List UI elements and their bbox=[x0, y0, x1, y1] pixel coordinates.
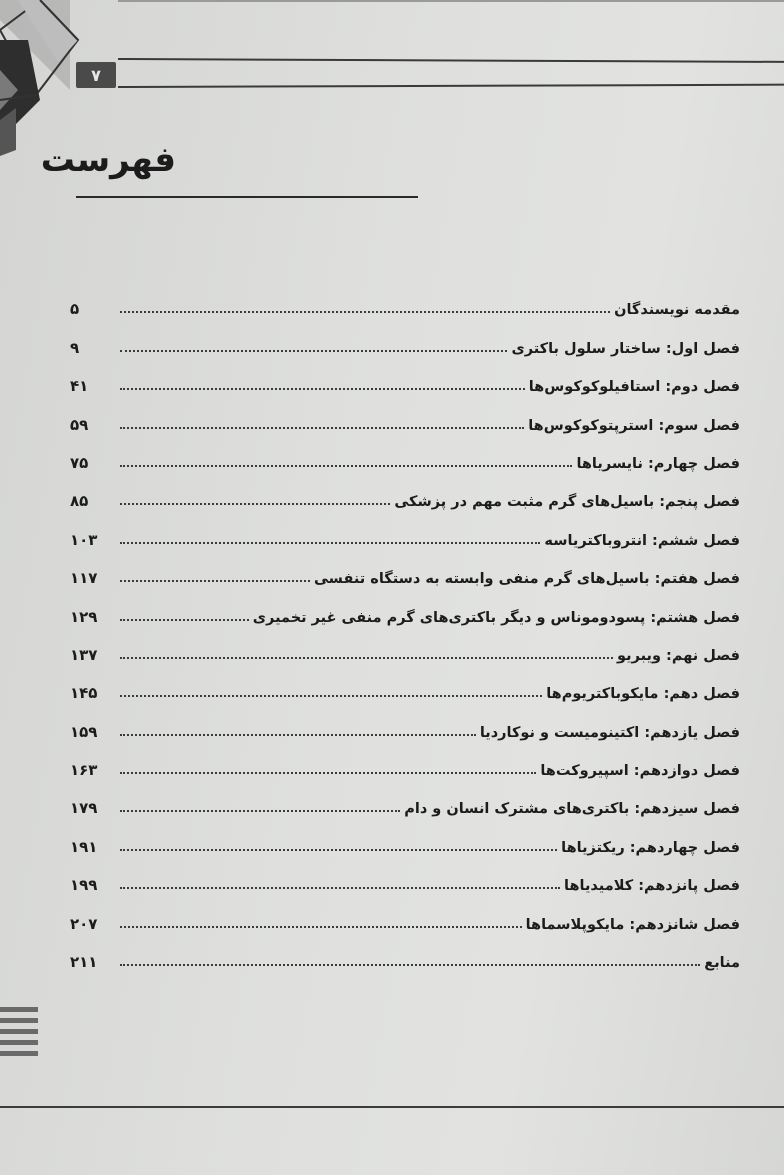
dot-leader bbox=[120, 579, 310, 582]
toc-entry-label: فصل پانزدهم: کلامیدیاها bbox=[564, 878, 740, 895]
toc-entry-page: ۵ bbox=[70, 300, 80, 319]
toc-entry-page: ۱۵۹ bbox=[70, 722, 98, 741]
toc-entry-page: ۲۱۱ bbox=[70, 953, 98, 972]
side-stripe-decoration bbox=[0, 1007, 38, 1062]
toc-entry[interactable] bbox=[70, 357, 740, 395]
dot-leader bbox=[120, 618, 249, 621]
toc-entry[interactable] bbox=[70, 817, 740, 855]
toc-entry-label: فصل دهم: مایکوباکتریوم‌ها bbox=[546, 686, 740, 703]
title-underline bbox=[76, 196, 418, 198]
toc-entry[interactable] bbox=[70, 626, 740, 664]
header-rule-lower bbox=[118, 84, 784, 88]
header-rule-upper bbox=[118, 58, 784, 63]
toc-entry[interactable] bbox=[70, 664, 740, 702]
dot-leader bbox=[120, 310, 610, 313]
toc-entry[interactable] bbox=[70, 779, 740, 817]
dot-leader bbox=[120, 426, 524, 429]
page-title: فهرست bbox=[40, 140, 176, 180]
toc-entry[interactable] bbox=[70, 587, 740, 625]
toc-entry-label: فصل یازدهم: اکتینومیست و نوکاردیا bbox=[479, 724, 740, 741]
toc-entry[interactable] bbox=[70, 894, 740, 932]
toc-entry-label: فصل شانزدهم: مایکوپلاسماها bbox=[525, 916, 740, 933]
toc-entry-page: ۱۱۷ bbox=[70, 569, 98, 588]
page-number: ۷ bbox=[91, 65, 101, 85]
toc-entry[interactable] bbox=[70, 856, 740, 894]
dot-leader bbox=[120, 387, 525, 390]
toc-entry-label: فصل چهاردهم: ریکتزیاها bbox=[561, 839, 740, 856]
toc-entry-page: ۱۶۳ bbox=[70, 761, 98, 780]
dot-leader bbox=[120, 809, 400, 812]
toc-entry-page: ۱۲۹ bbox=[70, 607, 98, 626]
page-number-badge bbox=[76, 62, 116, 88]
dot-leader bbox=[120, 963, 700, 966]
toc-entry-label: فصل پنجم: باسیل‌های گرم مثبت مهم در پزشکی bbox=[394, 494, 740, 511]
toc-entry-label: فصل چهارم: نایسریاها bbox=[576, 455, 740, 472]
toc-entry-label: مقدمه نویسندگان bbox=[614, 302, 740, 319]
dot-leader bbox=[120, 694, 542, 697]
dot-leader bbox=[120, 464, 572, 467]
toc-entry[interactable] bbox=[70, 702, 740, 740]
toc-entry-label: فصل سوم: استرپتوکوکوس‌ها bbox=[528, 417, 740, 434]
toc-entry[interactable] bbox=[70, 510, 740, 548]
dot-leader bbox=[120, 925, 522, 928]
toc-entry-page: ۹ bbox=[70, 338, 80, 357]
toc-entry-label: فصل هشتم: پسودوموناس و دیگر باکتری‌های گرم منفی غیر تخمیری bbox=[252, 609, 740, 626]
header-top-rule bbox=[118, 0, 784, 2]
toc-entry-page: ۱۹۱ bbox=[70, 837, 98, 856]
dot-leader bbox=[120, 848, 557, 851]
toc-entry-page: ۱۳۷ bbox=[70, 645, 98, 664]
dot-leader bbox=[120, 502, 390, 505]
toc-entry[interactable] bbox=[70, 395, 740, 433]
toc-entry[interactable] bbox=[70, 472, 740, 510]
toc-entry[interactable] bbox=[70, 933, 740, 971]
toc-entry-label: فصل اول: ساختار سلول باکتری bbox=[511, 340, 740, 357]
toc-entry-label: فصل نهم: ویبریو bbox=[617, 647, 740, 664]
toc-entry[interactable] bbox=[70, 318, 740, 356]
toc-entry-label: فصل دوازدهم: اسپیروکت‌ها bbox=[540, 763, 740, 780]
toc-entry-label: فصل سیزدهم: باکتری‌های مشترک انسان و دام bbox=[404, 801, 740, 818]
dot-leader bbox=[120, 771, 536, 774]
table-of-contents bbox=[70, 280, 740, 971]
dot-leader bbox=[120, 733, 476, 736]
dot-leader bbox=[120, 656, 613, 659]
toc-entry[interactable] bbox=[70, 434, 740, 472]
toc-entry-label: فصل دوم: استافیلوکوکوس‌ها bbox=[528, 379, 740, 396]
toc-entry-page: ۵۹ bbox=[70, 415, 89, 434]
dot-leader bbox=[120, 886, 560, 889]
toc-entry[interactable] bbox=[70, 280, 740, 318]
footer-rule bbox=[0, 1106, 784, 1108]
toc-entry-page: ۷۵ bbox=[70, 453, 89, 472]
toc-entry[interactable] bbox=[70, 741, 740, 779]
toc-entry-page: ۱۷۹ bbox=[70, 799, 98, 818]
toc-entry-label: منابع bbox=[704, 955, 740, 972]
toc-entry-label: فصل هفتم: باسیل‌های گرم منفی وابسته به دستگاه تنفسی bbox=[314, 571, 740, 588]
dot-leader bbox=[120, 541, 540, 544]
toc-entry[interactable] bbox=[70, 549, 740, 587]
toc-entry-page: ۱۹۹ bbox=[70, 876, 98, 895]
toc-entry-page: ۲۰۷ bbox=[70, 914, 98, 933]
toc-entry-page: ۱۴۵ bbox=[70, 684, 98, 703]
toc-entry-page: ۸۵ bbox=[70, 492, 89, 511]
toc-entry-page: ۱۰۳ bbox=[70, 530, 98, 549]
dot-leader bbox=[120, 349, 507, 352]
toc-entry-label: فصل ششم: انتروباکتریاسه bbox=[544, 532, 740, 549]
toc-entry-page: ۴۱ bbox=[70, 377, 89, 396]
